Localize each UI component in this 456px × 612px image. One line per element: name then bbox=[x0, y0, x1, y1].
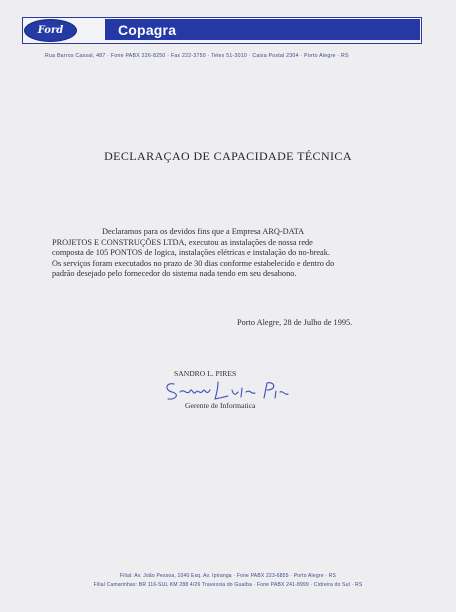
body-line: padrão desejado pelo fornecedor do sistema nada tendo em seu desabono. bbox=[52, 269, 297, 278]
signer-role: Gerente de Informatica bbox=[185, 401, 256, 410]
signer-name: SANDRO L. PIRES bbox=[174, 369, 237, 378]
body-line: Declaramos para os devidos fins que a Empresa ARQ-DATA bbox=[102, 227, 305, 236]
letterhead-footer bbox=[0, 572, 456, 590]
letterhead-bar bbox=[22, 17, 422, 44]
place-date: Porto Alegre, 28 de Julho de 1995. bbox=[237, 318, 353, 327]
ford-logo bbox=[24, 19, 77, 42]
footer-line-1: Filial: Av. João Pessoa, 1040 Esq. Av. Ipiranga · Fone PABX 223-6855 · Porto Alegre · RS bbox=[119, 573, 337, 579]
company-name: Copagra bbox=[118, 21, 177, 38]
ford-logo-text: Ford bbox=[37, 25, 64, 36]
body-line: composta de 105 PONTOS de logica, instalações elétricas e instalação do no-break. bbox=[52, 248, 330, 257]
body-line: PROJETOS E CONSTRUÇÕES LTDA, executou as instalações de nossa rede bbox=[52, 237, 313, 247]
footer-line-2: Filial Camarinhas: BR 116-SUL KM 288 4/26 Travessia do Guaíba · Fone PABX 241-8999 · Cidreira do Sul · RS bbox=[93, 582, 363, 588]
company-banner bbox=[105, 19, 420, 40]
letterhead-address: Rua Barros Cassal, 487 · Fone PABX 226-8250 · Fax 222-3750 · Telex 51-3010 · Caixa Postal 2304 · Porto Alegre · RS bbox=[45, 53, 349, 59]
document-title: DECLARAÇAO DE CAPACIDADE TÉCNICA bbox=[104, 149, 352, 163]
declaration-body bbox=[52, 227, 382, 280]
body-line: Os serviços foram executados no prazo de 30 dias conforme estabelecido e dentro do bbox=[52, 258, 335, 268]
